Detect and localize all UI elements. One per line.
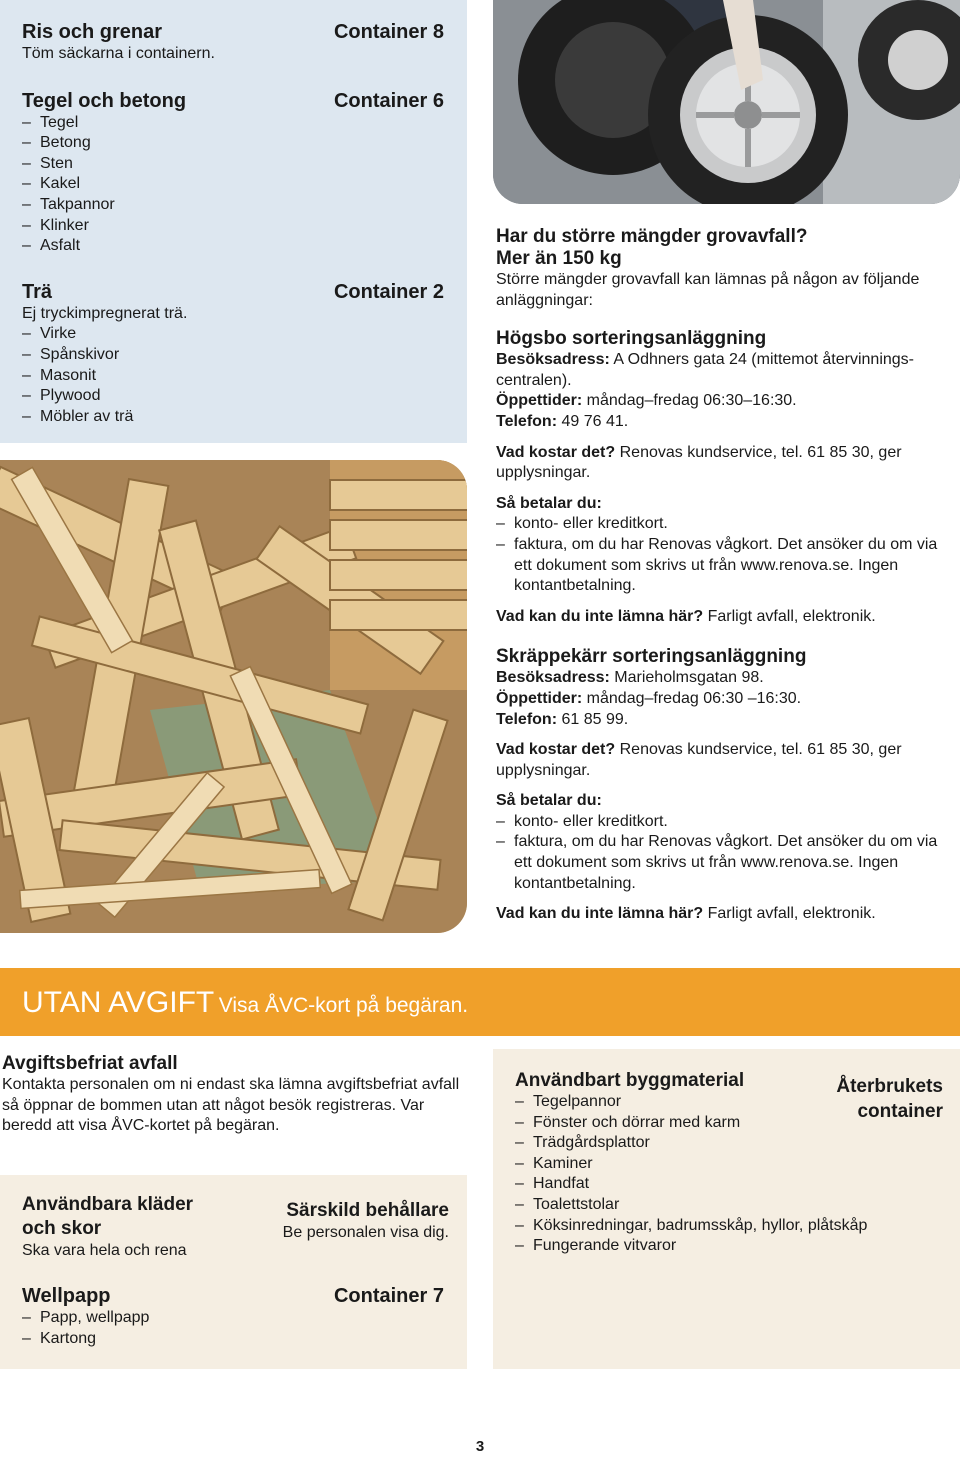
address-value: Marieholmsgatan 98. <box>614 669 764 687</box>
pay-label: Så betalar du: <box>496 792 602 810</box>
skrappekarr-not-accepted <box>496 904 958 925</box>
address-value: A Odhners gata 24 (mittemot återvinnings-centralen). <box>496 351 914 389</box>
not-label: Vad kan du inte lämna här? <box>496 607 704 625</box>
tegel-list <box>22 113 444 257</box>
page-number: 3 <box>475 1438 485 1455</box>
wellpapp-box <box>0 1272 467 1369</box>
tegel-title: Tegel och betong <box>22 89 187 112</box>
ris-title: Ris och grenar <box>22 21 163 43</box>
cost-label: Vad kostar det? <box>496 741 616 759</box>
list-item: – Fönster och dörrar med karm <box>515 1113 935 1134</box>
avgiftsbefriat-desc: Kontakta personalen om ni endast ska lämna avgiftsbefriat avfall så öppnar de bommen utan att något besök registreras. Var beredd att visa ÅVC-kortet på begäran. <box>2 1076 460 1135</box>
skrappekarr-cost <box>496 740 958 781</box>
phone-label: Telefon: <box>496 412 558 430</box>
list-item: – Spånskivor <box>22 345 444 366</box>
list-item: – Kaminer <box>515 1154 935 1175</box>
list-item: – Kakel <box>22 174 444 195</box>
grovavfall-section <box>496 226 958 925</box>
wellpapp-list <box>22 1308 444 1349</box>
list-item: – Masonit <box>22 366 444 387</box>
not-label: Vad kan du inte lämna här? <box>496 905 704 923</box>
list-item: – Trädgårdsplattor <box>515 1133 935 1154</box>
grov-title: Har du större mängder grovavfall? <box>496 226 808 247</box>
klader-title: Användbara kläder och skor <box>22 1194 194 1239</box>
list-item: – Tegelpannor <box>515 1092 935 1113</box>
hours-value: måndag–fredag 06:30 –16:30. <box>586 689 802 707</box>
avgiftsbefriat-section <box>2 1053 470 1137</box>
phone-value: 49 76 41. <box>561 412 629 430</box>
tra-header <box>22 280 444 304</box>
list-item: – Plywood <box>22 386 444 407</box>
grov-desc: Större mängder grovavfall kan lämnas på någon av följande anläggningar: <box>496 271 920 309</box>
grov-subtitle: Mer än 150 kg <box>496 248 622 269</box>
hogsbo-not-accepted <box>496 607 958 628</box>
list-item: – Möbler av trä <box>22 407 444 428</box>
wood-pile-photo <box>0 460 467 933</box>
byggmaterial-box <box>493 1049 960 1369</box>
tra-desc: Ej tryckimpregnerat trä. <box>22 304 188 322</box>
skrappekarr-address <box>496 668 958 689</box>
phone-value: 61 85 99. <box>561 710 629 728</box>
bygg-list <box>515 1092 935 1257</box>
list-item: – Papp, wellpapp <box>22 1308 444 1329</box>
list-item: – konto- eller kreditkort. <box>496 812 958 833</box>
phone-label: Telefon: <box>496 710 558 728</box>
hogsbo-hours <box>496 391 958 412</box>
tegel-header <box>22 89 444 113</box>
not-value: Farligt avfall, elektronik. <box>707 607 876 625</box>
skrappekarr-phone <box>496 710 958 731</box>
sarskild-desc: Be personalen visa dig. <box>282 1224 449 1241</box>
tra-list <box>22 324 444 427</box>
tires-photo <box>493 0 960 204</box>
list-item: – faktura, om du har Renovas vågkort. Det ansöker du om via ett dokument som skrivs ut från www.renova.se. Ingen kontantbetalning. <box>496 832 958 894</box>
wellpapp-container: Container 7 <box>333 1285 444 1307</box>
list-item: – Fungerande vitvaror <box>515 1236 935 1257</box>
cost-value: Renovas kundservice, tel. 61 85 30, ger upplysningar. <box>496 443 902 482</box>
tegel-container: Container 6 <box>333 89 444 112</box>
list-item: – Asfalt <box>22 236 444 257</box>
ris-container: Container 8 <box>333 21 444 43</box>
wood-illustration <box>0 460 467 933</box>
skrappekarr-hours <box>496 689 958 710</box>
avgiftsbefriat-title: Avgiftsbefriat avfall <box>2 1053 178 1074</box>
hogsbo-address <box>496 350 958 391</box>
hogsbo-phone <box>496 412 958 433</box>
skrappekarr-pay-list <box>496 812 958 894</box>
list-item: – Klinker <box>22 216 444 237</box>
hours-label: Öppettider: <box>496 392 583 410</box>
list-item: – Köksinredningar, badrumsskåp, hyllor, plåtskåp <box>515 1216 935 1237</box>
wellpapp-title: Wellpapp <box>22 1285 111 1307</box>
sarskild-title: Särskild behållare <box>286 1200 449 1221</box>
tires-illustration <box>493 0 960 204</box>
list-item: – Virke <box>22 324 444 345</box>
bygg-title: Användbart byggmaterial <box>515 1070 745 1091</box>
hogsbo-cost <box>496 443 958 484</box>
cost-label: Vad kostar det? <box>496 443 616 461</box>
not-value: Farligt avfall, elektronik. <box>707 905 876 923</box>
banner-subtitle: Visa ÅVC-kort på begäran. <box>218 994 469 1017</box>
hogsbo-title: Högsbo sorteringsanläggning <box>496 328 767 350</box>
pay-label: Så betalar du: <box>496 494 602 512</box>
hogsbo-pay-list <box>496 514 958 596</box>
list-item: – Takpannor <box>22 195 444 216</box>
hours-value: måndag–fredag 06:30–16:30. <box>586 392 797 410</box>
skrappekarr-title: Skräppekärr sorteringsanläggning <box>496 646 807 668</box>
hours-label: Öppettider: <box>496 689 583 707</box>
cost-value: Renovas kundservice, tel. 61 85 30, ger upplysningar. <box>496 741 902 779</box>
tra-container: Container 2 <box>333 280 444 303</box>
banner-title: UTAN AVGIFT <box>22 986 215 1019</box>
list-item: – Sten <box>22 154 444 175</box>
klader-desc: Ska vara hela och rena <box>22 1242 187 1259</box>
list-item: – konto- eller kreditkort. <box>496 514 958 535</box>
address-label: Besöksadress: <box>496 351 610 369</box>
klader-box <box>0 1175 467 1272</box>
bygg-container: Återbrukets container <box>836 1076 943 1122</box>
list-item: – Tegel <box>22 113 444 134</box>
ris-header <box>22 20 444 44</box>
wellpapp-header <box>22 1284 444 1308</box>
list-item: – Handfat <box>515 1174 935 1195</box>
sorting-panel <box>0 0 467 443</box>
ris-desc: Töm säckarna i containern. <box>22 45 215 62</box>
list-item: – Toalettstolar <box>515 1195 935 1216</box>
list-item: – faktura, om du har Renovas vågkort. Det ansöker du om via ett dokument som skrivs ut från www.renova.se. Ingen kontantbetalning. <box>496 535 958 597</box>
list-item: – Kartong <box>22 1329 444 1350</box>
list-item: – Betong <box>22 133 444 154</box>
address-label: Besöksadress: <box>496 669 610 687</box>
free-banner <box>0 968 960 1036</box>
tra-title: Trä <box>22 280 53 303</box>
